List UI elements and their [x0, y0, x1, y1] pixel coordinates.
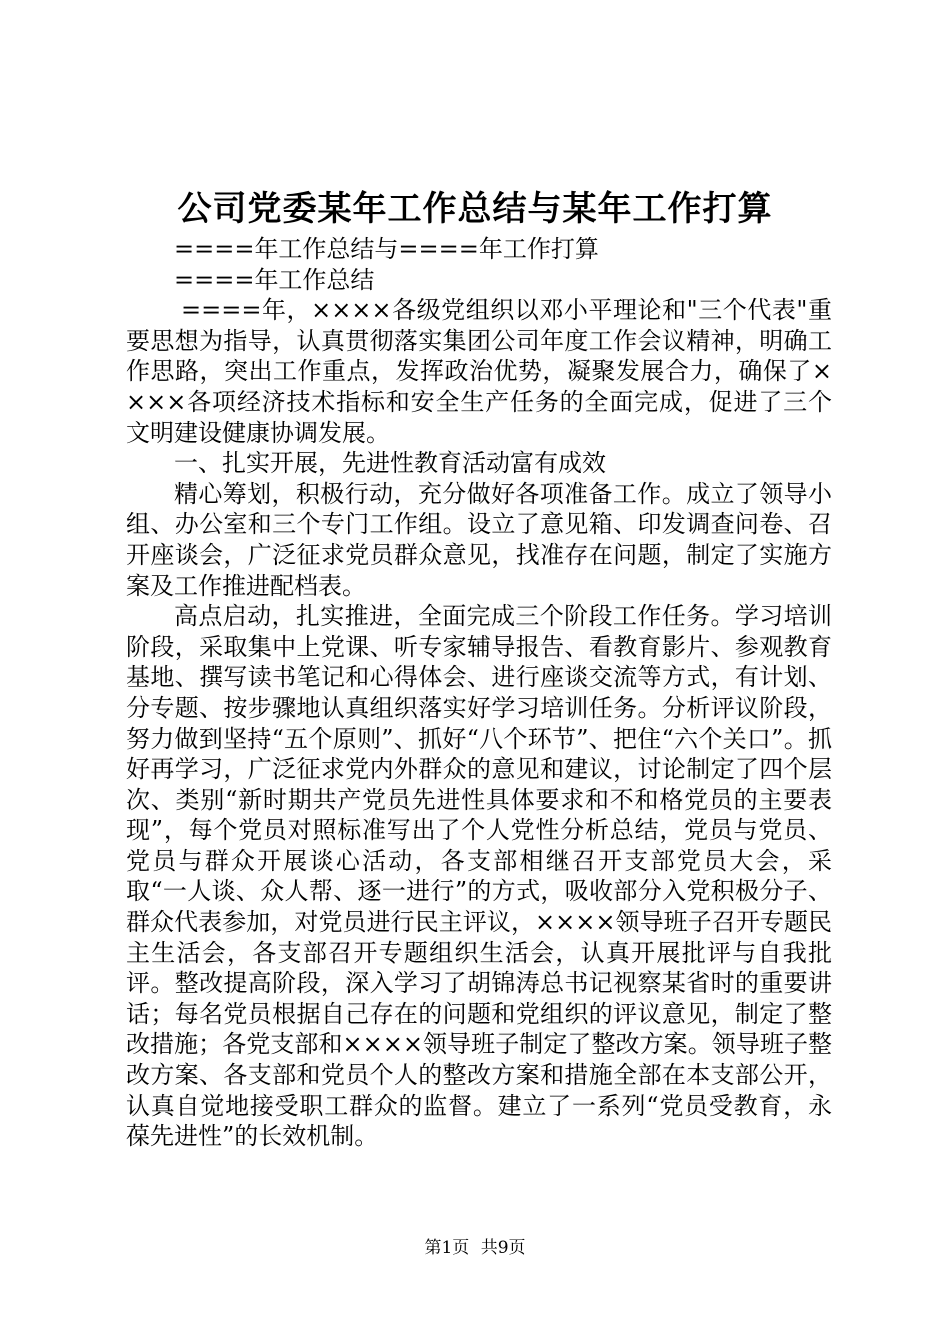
body-paragraph-preparation: 精心筹划，积极行动，充分做好各项准备工作。成立了领导小组、办公室和三个专门工作组。设立了意见箱、印发调查问卷、召开座谈会，广泛征求党员群众意见，找准存在问题，制定了实施方案及工作推进配档表。 — [126, 479, 832, 600]
subtitle-line: ====年工作总结与====年工作打算 — [174, 235, 599, 263]
document-body — [126, 234, 832, 1152]
page-footer: 第1页 共9页 — [424, 1238, 526, 1258]
document-title: 公司党委某年工作总结与某年工作打算 — [177, 189, 773, 229]
section-heading-summary: ====年工作总结 — [174, 265, 375, 294]
body-paragraph-stages: 高点启动，扎实推进，全面完成三个阶段工作任务。学习培训阶段，采取集中上党课、听专家辅导报告、看教育影片、参观教育基地、撰写读书笔记和心得体会、进行座谈交流等方式，有计划、分专题、按步骤地认真组织落实好学习培训任务。分析评议阶段，努力做到坚持“五个原则”、抓好“八个环节”、把住“六个关口”。抓好再学习，广泛征求党内外群众的意见和建议，讨论制定了四个层次、类别“新时期共产党员先进性具体要求和不和格党员的主要表现”，每个党员对照标准写出了个人党性分析总结，党员与党员、党员与群众开展谈心活动，各支部相继召开支部党员大会，采取“一人谈、众人帮、逐一进行”的方式，吸收部分入党积极分子、群众代表参加，对党员进行民主评议，××××领导班子召开专题民主生活会，各支部召开专题组织生活会，认真开展批评与自我批评。整改提高阶段，深入学习了胡锦涛总书记视察某省时的重要讲话；每名党员根据自己存在的问题和党组织的评议意见，制定了整改措施；各党支部和××××领导班子制定了整改方案。领导班子整改方案、各支部和党员个人的整改方案和措施全部在本支部公开，认真自觉地接受职工群众的监督。建立了一系列“党员受教育，永葆先进性”的长效机制。 — [126, 602, 832, 1151]
intro-paragraph: ====年，××××各级党组织以邓小平理论和"三个代表"重要思想为指导，认真贯彻落实集团公司年度工作会议精神，明确工作思路，突出工作重点，发挥政治优势，凝聚发展合力，确保了××××各项经济技术指标和安全生产任务的全面完成，促进了三个文明建设健康协调发展。 — [126, 296, 832, 447]
section-heading-1: 一、扎实开展，先进性教育活动富有成效 — [174, 449, 606, 478]
